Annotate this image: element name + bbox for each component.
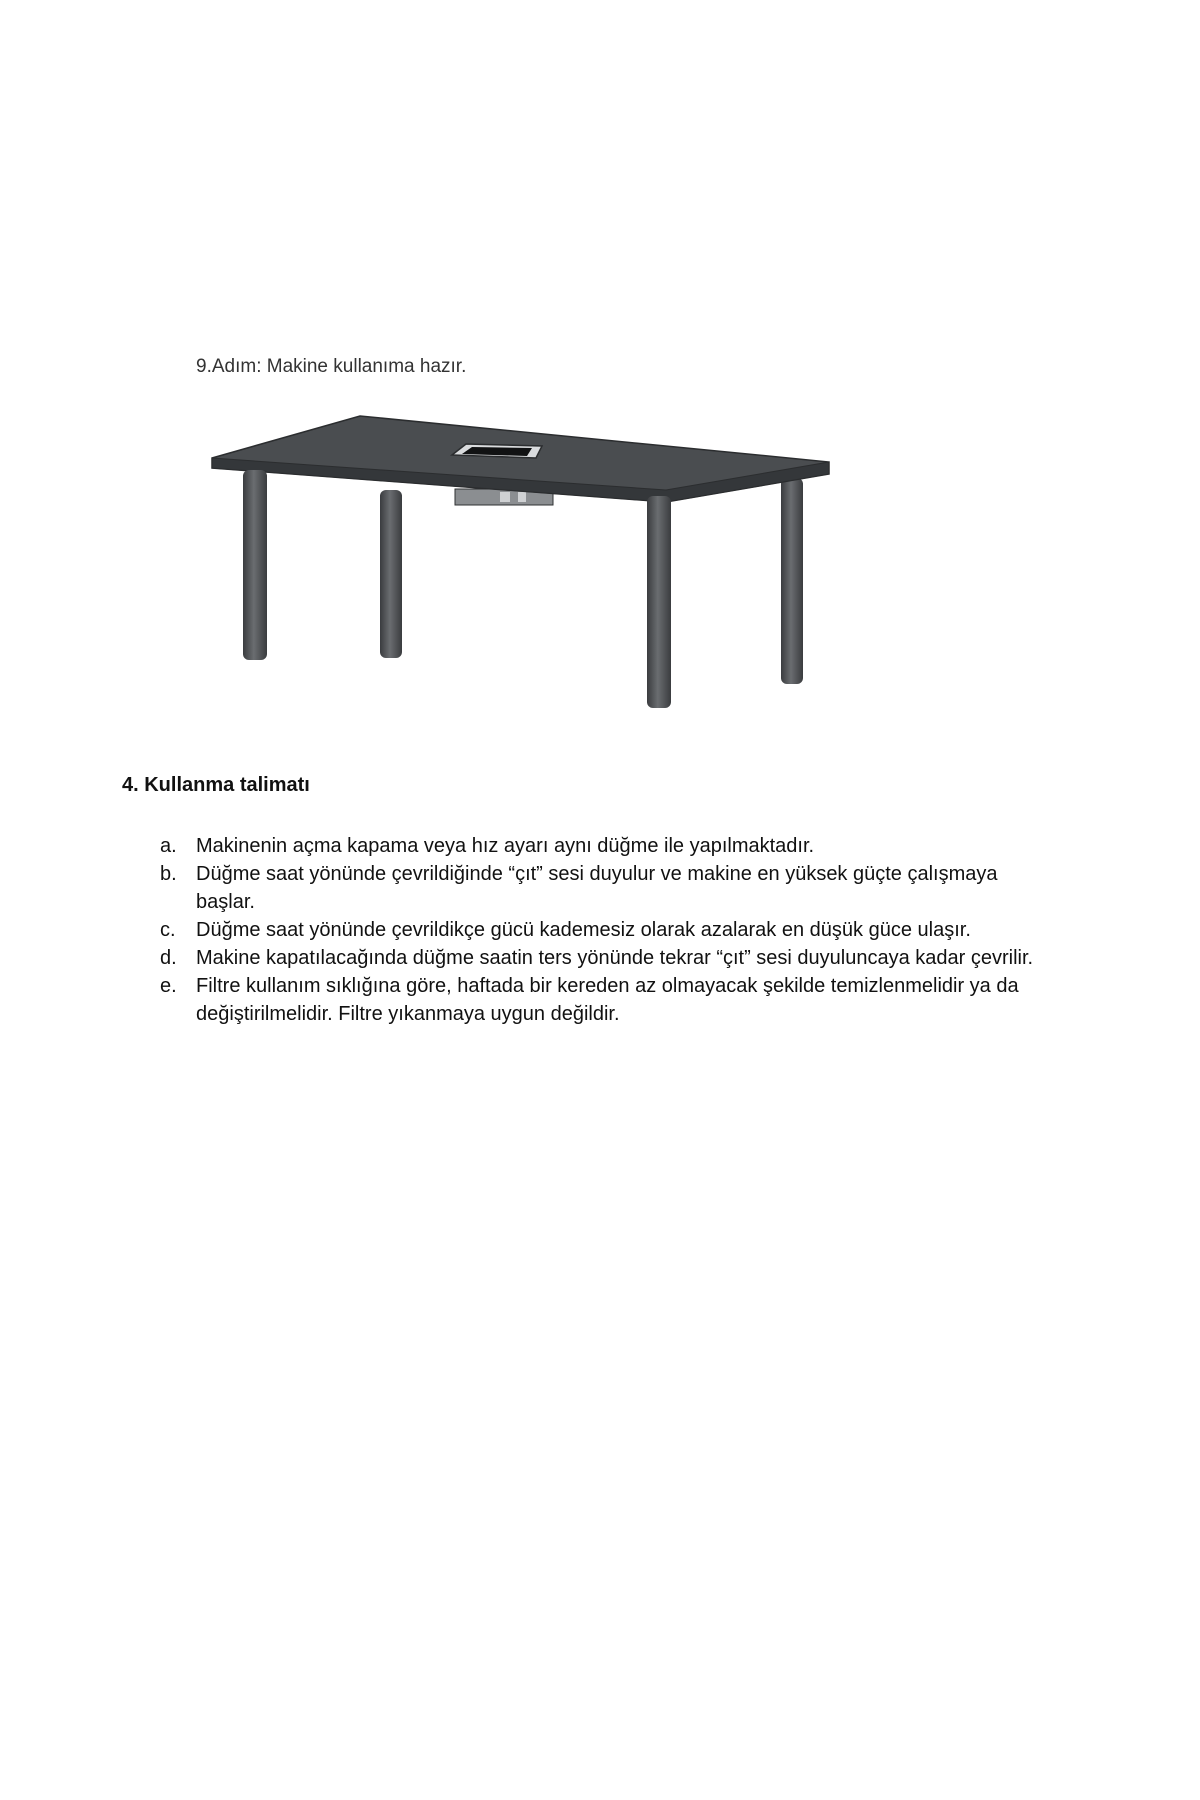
instruction-item: [150, 944, 1050, 972]
instruction-text: Düğme saat yönünde çevrildiğinde “çıt” sesi duyulur ve makine en yüksek güçte çalışmaya başlar.: [196, 863, 998, 913]
list-marker: b.: [160, 863, 177, 885]
list-marker: d.: [160, 947, 177, 969]
instruction-list: [150, 832, 1050, 1028]
section-title: 4. Kullanma talimatı: [122, 774, 310, 796]
instruction-text: Makine kapatılacağında düğme saatin ters yönünde tekrar “çıt” sesi duyuluncaya kadar çevrilir.: [196, 947, 1034, 969]
instruction-text: Düğme saat yönünde çevrildikçe gücü kademesiz olarak azalarak en düşük güce ulaşır.: [196, 919, 971, 941]
list-marker: c.: [160, 919, 176, 941]
step-caption: 9.Adım: Makine kullanıma hazır.: [196, 356, 467, 377]
instruction-item: [150, 832, 1050, 860]
instruction-item: [150, 916, 1050, 944]
instruction-text: Filtre kullanım sıklığına göre, haftada bir kereden az olmayacak şekilde temizlenmelidir ya da değiştirilmelidir. Filtre yıkanmaya uygun değildir.: [196, 975, 1019, 1025]
list-marker: a.: [160, 835, 177, 857]
table-leg-back-right: [781, 478, 803, 684]
table-leg-front-left: [243, 470, 267, 660]
table-leg-front-right: [647, 496, 671, 708]
instruction-item: [150, 972, 1050, 1028]
table-illustration: [200, 410, 840, 740]
table-leg-back-left: [380, 490, 402, 658]
machine-opening: [452, 444, 542, 458]
instruction-text: Makinenin açma kapama veya hız ayarı aynı düğme ile yapılmaktadır.: [196, 835, 815, 857]
list-marker: e.: [160, 975, 177, 997]
instruction-item: [150, 860, 1050, 916]
